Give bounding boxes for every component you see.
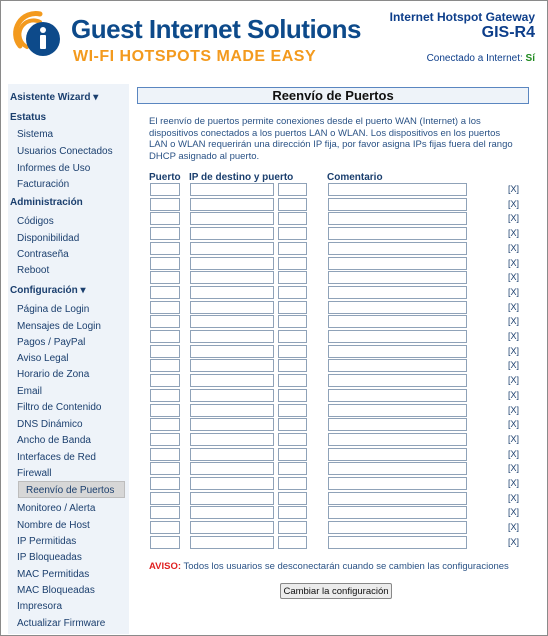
sidebar-item-firewall[interactable]: Firewall	[17, 468, 52, 479]
sidebar-item-actualizar-firmware[interactable]: Actualizar Firmware	[17, 618, 106, 629]
port-input[interactable]	[150, 286, 180, 299]
delete-row-link[interactable]: [X]	[508, 434, 520, 444]
port-input[interactable]	[150, 404, 180, 417]
delete-row-link[interactable]: [X]	[508, 243, 520, 253]
brand-tagline: WI-FI HOTSPOTS MADE EASY	[73, 48, 317, 65]
connection-label: Conectado a Internet:	[426, 53, 523, 64]
port-input[interactable]	[150, 330, 180, 343]
dest-port-input[interactable]	[278, 242, 307, 255]
dest-ip-input[interactable]	[190, 359, 274, 372]
port-input[interactable]	[150, 227, 180, 240]
delete-row-link[interactable]: [X]	[508, 346, 520, 356]
comment-input[interactable]	[328, 242, 467, 255]
sidebar-item-pagos-paypal[interactable]: Pagos / PayPal	[17, 337, 86, 348]
sidebar-item-codigos[interactable]: Códigos	[17, 216, 54, 227]
dest-port-input[interactable]	[278, 506, 307, 519]
delete-row-link[interactable]: [X]	[508, 213, 520, 223]
sidebar-item-ip-permitidas[interactable]: IP Permitidas	[17, 536, 77, 547]
sidebar-item-nombre-de-host[interactable]: Nombre de Host	[17, 520, 90, 531]
comment-input[interactable]	[328, 492, 467, 505]
dest-port-input[interactable]	[278, 433, 307, 446]
dest-ip-input[interactable]	[190, 286, 274, 299]
dest-ip-input[interactable]	[190, 374, 274, 387]
delete-row-link[interactable]: [X]	[508, 419, 520, 429]
comment-input[interactable]	[328, 183, 467, 196]
port-input[interactable]	[150, 492, 180, 505]
dest-ip-input[interactable]	[190, 212, 274, 225]
sidebar-item-ancho-de-banda[interactable]: Ancho de Banda	[17, 435, 91, 446]
column-header-dest: IP de destino y puerto	[189, 172, 294, 183]
delete-row-link[interactable]: [X]	[508, 375, 520, 385]
dest-port-input[interactable]	[278, 198, 307, 211]
port-input[interactable]	[150, 448, 180, 461]
delete-row-link[interactable]: [X]	[508, 316, 520, 326]
dest-port-input[interactable]	[278, 227, 307, 240]
sidebar-item-dns-dinamico[interactable]: DNS Dinámico	[17, 419, 83, 430]
comment-input[interactable]	[328, 536, 467, 549]
dest-ip-input[interactable]	[190, 448, 274, 461]
dest-ip-input[interactable]	[190, 477, 274, 490]
dest-ip-input[interactable]	[190, 492, 274, 505]
dest-port-input[interactable]	[278, 448, 307, 461]
sidebar-item-email[interactable]: Email	[17, 386, 43, 397]
dest-port-input[interactable]	[278, 330, 307, 343]
comment-input[interactable]	[328, 227, 467, 240]
sidebar-item-reboot[interactable]: Reboot	[17, 265, 50, 276]
sidebar-item-horario-de-zona[interactable]: Horario de Zona	[17, 369, 90, 380]
page-title: Reenvío de Puertos	[137, 87, 529, 104]
delete-row-link[interactable]: [X]	[508, 287, 520, 297]
delete-row-link[interactable]: [X]	[508, 302, 520, 312]
comment-input[interactable]	[328, 506, 467, 519]
dest-ip-input[interactable]	[190, 418, 274, 431]
dest-port-input[interactable]	[278, 536, 307, 549]
delete-row-link[interactable]: [X]	[508, 272, 520, 282]
port-input[interactable]	[150, 462, 180, 475]
comment-input[interactable]	[328, 389, 467, 402]
connection-value: Sí	[525, 53, 535, 64]
dest-port-input[interactable]	[278, 492, 307, 505]
port-input[interactable]	[150, 183, 180, 196]
sidebar-item-ip-bloqueadas[interactable]: IP Bloqueadas	[17, 552, 82, 563]
sidebar-item-interfaces-de-red[interactable]: Interfaces de Red	[17, 452, 96, 463]
dest-ip-input[interactable]	[190, 521, 274, 534]
port-input[interactable]	[150, 433, 180, 446]
dest-ip-input[interactable]	[190, 536, 274, 549]
delete-row-link[interactable]: [X]	[508, 449, 520, 459]
sidebar-item-usuarios-conectados[interactable]: Usuarios Conectados	[17, 146, 113, 157]
comment-input[interactable]	[328, 418, 467, 431]
dest-ip-input[interactable]	[190, 315, 274, 328]
column-header-port: Puerto	[149, 172, 181, 183]
delete-row-link[interactable]: [X]	[508, 360, 520, 370]
delete-row-link[interactable]: [X]	[508, 463, 520, 473]
dest-port-input[interactable]	[278, 183, 307, 196]
dest-port-input[interactable]	[278, 374, 307, 387]
delete-row-link[interactable]: [X]	[508, 493, 520, 503]
comment-input[interactable]	[328, 374, 467, 387]
sidebar-item-disponibilidad[interactable]: Disponibilidad	[17, 233, 80, 244]
sidebar-item-monitoreo-alerta[interactable]: Monitoreo / Alerta	[17, 503, 96, 514]
port-input[interactable]	[150, 345, 180, 358]
sidebar-item-sistema[interactable]: Sistema	[17, 129, 54, 140]
dest-port-input[interactable]	[278, 477, 307, 490]
port-input[interactable]	[150, 506, 180, 519]
column-header-comment: Comentario	[327, 172, 383, 183]
sidebar-item-reenvio-de-puertos[interactable]: Reenvío de Puertos	[18, 481, 125, 498]
sidebar-item-facturacion[interactable]: Facturación	[17, 179, 70, 190]
delete-row-link[interactable]: [X]	[508, 507, 520, 517]
dest-port-input[interactable]	[278, 345, 307, 358]
comment-input[interactable]	[328, 521, 467, 534]
comment-input[interactable]	[328, 462, 467, 475]
dest-ip-input[interactable]	[190, 271, 274, 284]
dest-ip-input[interactable]	[190, 404, 274, 417]
sidebar-item-contrasena[interactable]: Contraseña	[17, 249, 69, 260]
comment-input[interactable]	[328, 448, 467, 461]
dest-port-input[interactable]	[278, 404, 307, 417]
comment-input[interactable]	[328, 286, 467, 299]
dest-ip-input[interactable]	[190, 198, 274, 211]
port-input[interactable]	[150, 242, 180, 255]
delete-row-link[interactable]: [X]	[508, 199, 520, 209]
sidebar-section-asistente-wizard[interactable]: Asistente Wizard ▾	[10, 92, 99, 103]
sidebar-item-informes-de-uso[interactable]: Informes de Uso	[17, 163, 91, 174]
connection-status	[427, 53, 535, 64]
port-input[interactable]	[150, 536, 180, 549]
gateway-title: Internet Hotspot Gateway	[389, 10, 535, 24]
dest-port-input[interactable]	[278, 271, 307, 284]
sidebar-section-estatus[interactable]: Estatus	[10, 112, 47, 123]
dest-port-input[interactable]	[278, 418, 307, 431]
sidebar-item-mac-bloqueadas[interactable]: MAC Bloqueadas	[17, 585, 95, 596]
wifi-i-logo-icon	[10, 6, 64, 60]
comment-input[interactable]	[328, 433, 467, 446]
sidebar-section-configuracion[interactable]: Configuración ▾	[10, 285, 86, 296]
dest-ip-input[interactable]	[190, 227, 274, 240]
comment-input[interactable]	[328, 345, 467, 358]
comment-input[interactable]	[328, 359, 467, 372]
dest-ip-input[interactable]	[190, 242, 274, 255]
dest-port-input[interactable]	[278, 301, 307, 314]
delete-row-link[interactable]: [X]	[508, 228, 520, 238]
port-input[interactable]	[150, 198, 180, 211]
brand-name: Guest Internet Solutions	[71, 14, 361, 44]
comment-input[interactable]	[328, 257, 467, 270]
port-input[interactable]	[150, 257, 180, 270]
port-input[interactable]	[150, 477, 180, 490]
dest-ip-input[interactable]	[190, 183, 274, 196]
port-input[interactable]	[150, 212, 180, 225]
warning-message	[149, 561, 509, 572]
dest-port-input[interactable]	[278, 212, 307, 225]
dest-ip-input[interactable]	[190, 257, 274, 270]
dest-ip-input[interactable]	[190, 462, 274, 475]
sidebar-item-mac-permitidas[interactable]: MAC Permitidas	[17, 569, 90, 580]
delete-row-link[interactable]: [X]	[508, 184, 520, 194]
dest-port-input[interactable]	[278, 521, 307, 534]
dest-ip-input[interactable]	[190, 389, 274, 402]
port-input[interactable]	[150, 315, 180, 328]
dest-ip-input[interactable]	[190, 330, 274, 343]
port-input[interactable]	[150, 389, 180, 402]
delete-row-link[interactable]: [X]	[508, 522, 520, 532]
warning-text: Todos los usuarios se desconectarán cuando se cambien las configuraciones	[183, 561, 509, 572]
dest-ip-input[interactable]	[190, 506, 274, 519]
port-input[interactable]	[150, 359, 180, 372]
comment-input[interactable]	[328, 315, 467, 328]
comment-input[interactable]	[328, 271, 467, 284]
sidebar-section-administracion[interactable]: Administración	[10, 197, 83, 208]
warning-label: AVISO:	[149, 561, 182, 572]
comment-input[interactable]	[328, 330, 467, 343]
dest-ip-input[interactable]	[190, 301, 274, 314]
dest-port-input[interactable]	[278, 257, 307, 270]
port-input[interactable]	[150, 301, 180, 314]
dest-ip-input[interactable]	[190, 345, 274, 358]
apply-settings-button[interactable]: Cambiar la configuración	[280, 583, 392, 599]
dest-port-input[interactable]	[278, 462, 307, 475]
delete-row-link[interactable]: [X]	[508, 537, 520, 547]
comment-input[interactable]	[328, 477, 467, 490]
dest-port-input[interactable]	[278, 359, 307, 372]
dest-port-input[interactable]	[278, 389, 307, 402]
port-input[interactable]	[150, 418, 180, 431]
dest-ip-input[interactable]	[190, 433, 274, 446]
comment-input[interactable]	[328, 404, 467, 417]
sidebar-item-pagina-de-login[interactable]: Página de Login	[17, 304, 90, 315]
port-input[interactable]	[150, 374, 180, 387]
delete-row-link[interactable]: [X]	[508, 405, 520, 415]
dest-port-input[interactable]	[278, 315, 307, 328]
port-input[interactable]	[150, 271, 180, 284]
delete-row-link[interactable]: [X]	[508, 331, 520, 341]
comment-input[interactable]	[328, 212, 467, 225]
delete-row-link[interactable]: [X]	[508, 478, 520, 488]
delete-row-link[interactable]: [X]	[508, 390, 520, 400]
sidebar-item-impresora[interactable]: Impresora	[17, 601, 63, 612]
port-input[interactable]	[150, 521, 180, 534]
sidebar-item-mensajes-de-login[interactable]: Mensajes de Login	[17, 321, 101, 332]
comment-input[interactable]	[328, 198, 467, 211]
comment-input[interactable]	[328, 301, 467, 314]
sidebar-item-aviso-legal[interactable]: Aviso Legal	[17, 353, 69, 364]
sidebar-item-filtro-de-contenido[interactable]: Filtro de Contenido	[17, 402, 102, 413]
page-description: El reenvío de puertos permite conexiones desde el puerto WAN (Internet) a los dispositivos conectados a los puertos LAN o WLAN. Los dispositivos en los puertos LAN o WLAN requerirán una dirección IP fija, por favor asigna IPs fijas fuera del rango DHCP asignado al puerto.	[149, 116, 513, 162]
dest-port-input[interactable]	[278, 286, 307, 299]
gateway-model: GIS-R4	[481, 24, 535, 41]
delete-row-link[interactable]: [X]	[508, 258, 520, 268]
